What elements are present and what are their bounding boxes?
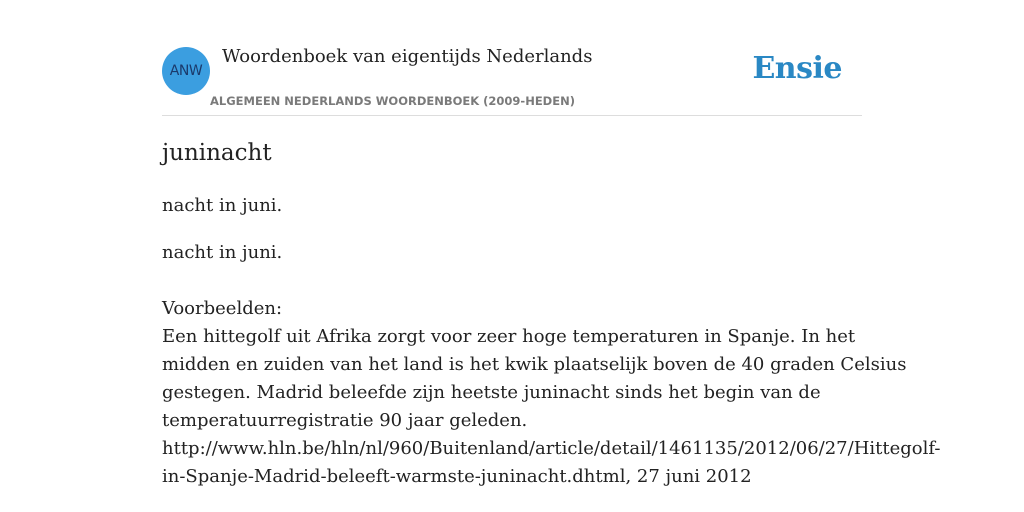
site-header <box>162 36 862 116</box>
ensie-brand-logo[interactable]: Ensie <box>752 51 842 86</box>
definition-2: nacht in juni. <box>162 242 283 263</box>
example-source-url-continued: in-Spanje-Madrid-beleeft-warmste-juninacht.dhtml, 27 juni 2012 <box>162 466 752 487</box>
example-source-url: http://www.hln.be/hln/nl/960/Buitenland/article/detail/1461135/2012/06/27/Hittegolf- <box>162 438 941 459</box>
definition-1: nacht in juni. <box>162 195 283 216</box>
example-line: gestegen. Madrid beleefde zijn heetste juninacht sinds het begin van de <box>162 382 821 403</box>
site-subtitle: ALGEMEEN NEDERLANDS WOORDENBOEK (2009-HEDEN) <box>210 94 575 108</box>
anw-logo[interactable]: ANW <box>162 47 210 95</box>
example-line: temperatuurregistratie 90 jaar geleden. <box>162 410 528 431</box>
entry-headword: juninacht <box>162 140 272 166</box>
site-title[interactable]: Woordenboek van eigentijds Nederlands <box>222 46 593 67</box>
example-line: Een hittegolf uit Afrika zorgt voor zeer hoge temperaturen in Spanje. In het <box>162 326 856 347</box>
examples-section <box>162 295 941 491</box>
examples-label: Voorbeelden: <box>162 298 283 319</box>
example-line: midden en zuiden van het land is het kwik plaatselijk boven de 40 graden Celsius <box>162 354 907 375</box>
